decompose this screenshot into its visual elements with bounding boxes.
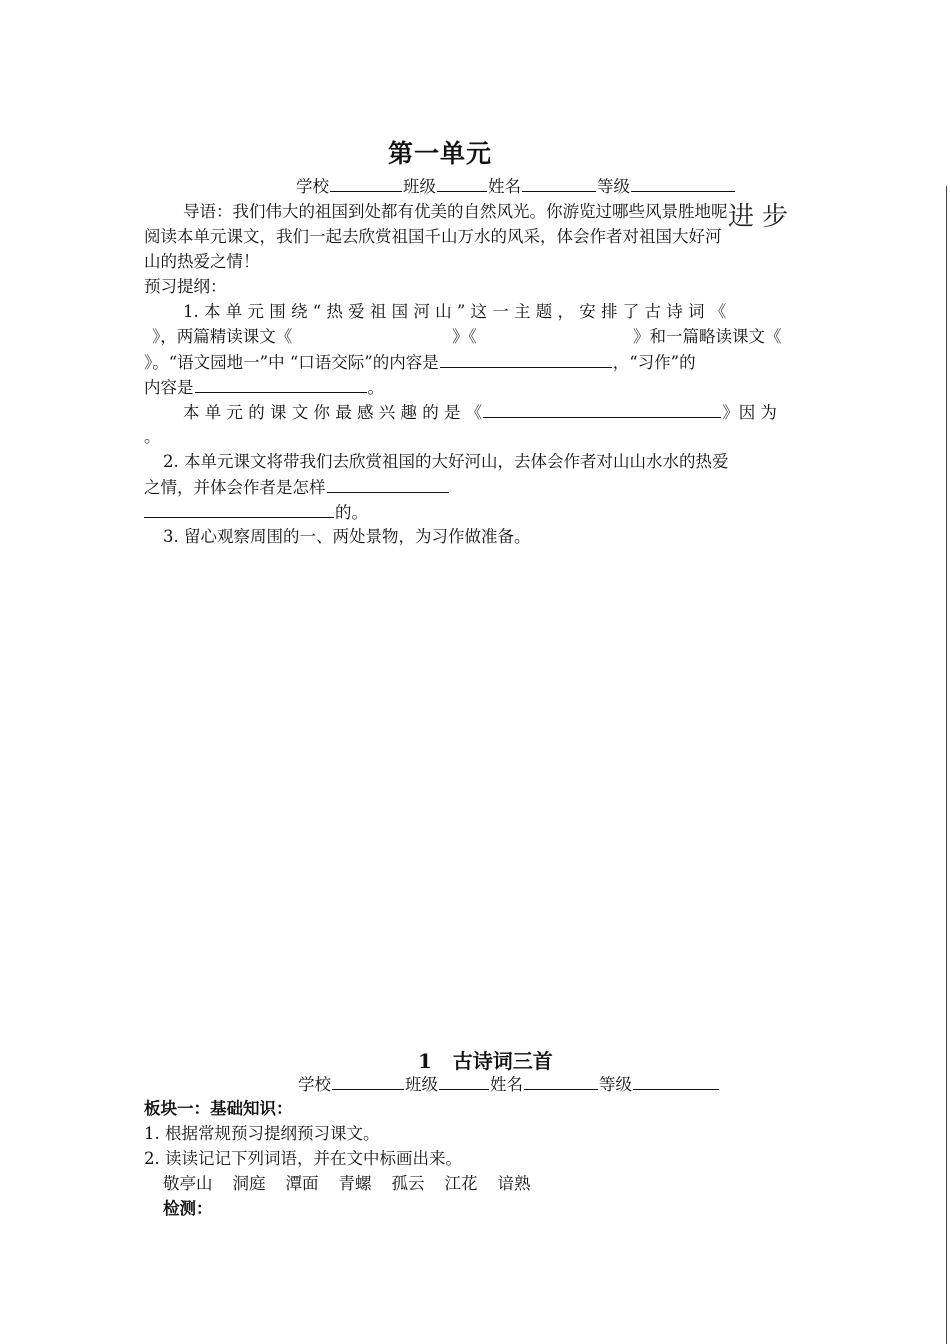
name-label: 姓名 [490,1075,523,1094]
school-label: 学校 [296,177,329,196]
item1-line-b-3: 》和一篇略读课文《 [633,327,782,346]
vocab-word: 敬亭山 [163,1174,213,1193]
author-method-blank-1[interactable] [327,475,449,493]
school-label: 学校 [298,1075,331,1094]
handwritten-note: 进步 [728,202,797,232]
class-label: 班级 [405,1075,438,1094]
item1-line-d: 内容是 。 [144,375,384,400]
intro-line-3: 山的热爱之情！ [144,252,260,271]
vocab-word: 孤云 [391,1174,425,1193]
name-blank[interactable] [522,174,596,192]
vocab-word: 潭面 [285,1174,319,1193]
favorite-line-end: 。 [144,427,161,446]
page-edge-line [946,186,947,1344]
class-blank[interactable] [439,1072,489,1090]
item2-line-c: 的。 [144,500,368,525]
item1-line-b-2: 》《 [452,327,477,346]
item2-line-a: 2. 本单元课文将带我们去欣赏祖国的大好河山，去体会作者对山山水水的热爱 [163,452,729,471]
school-blank[interactable] [332,1072,404,1090]
lesson-info-row [298,1072,720,1097]
vocab-list [163,1172,531,1196]
item1-line-a: 1. 本 单 元 围 绕 “ 热 爱 祖 国 河 山 ” 这 一 主 题 ， 安 排 了 古 诗 词 《 [183,302,727,321]
school-blank[interactable] [330,174,402,192]
grade-blank[interactable] [631,174,735,192]
item2-line-b: 之情，并体会作者是怎样 [144,475,450,500]
grade-label: 等级 [599,1075,632,1094]
item1-line-b: 》，两篇精读课文《 [152,327,293,346]
writing-topic-blank[interactable] [195,375,367,393]
vocab-word: 洞庭 [232,1174,266,1193]
item3-line: 3. 留心观察周围的一、两处景物，为习作做准备。 [163,527,531,546]
author-method-blank-2[interactable] [144,500,334,518]
grade-blank[interactable] [633,1072,719,1090]
oral-communication-blank[interactable] [440,350,612,368]
class-blank[interactable] [437,174,487,192]
intro-line-1: 导语：我们伟大的祖国到处都有优美的自然风光。你游览过哪些风景胜地呢 [183,202,728,221]
question-1: 1. 根据常规预习提纲预习课文。 [144,1124,380,1143]
vocab-word: 江花 [444,1174,478,1193]
question-2: 2. 读读记记下列词语，并在文中标画出来。 [144,1149,462,1168]
unit-title: 第一单元 [388,139,493,168]
favorite-text-blank[interactable] [483,400,721,418]
outline-label: 预习提纲： [144,277,227,296]
vocab-word: 谙熟 [497,1174,531,1193]
name-label: 姓名 [488,177,521,196]
favorite-line: 本 单 元 的 课 文 你 最 感 兴 趣 的 是 《 》因 为 [183,400,777,425]
check-label: 检测： [163,1199,213,1218]
item1-line-c: 》。“语文园地一”中 “口语交际”的内容是 ，“习作”的 [144,350,696,375]
class-label: 班级 [403,177,436,196]
intro-line-2: 阅读本单元课文，我们一起去欣赏祖国千山万水的风采，体会作者对祖国大好河 [144,227,722,246]
lesson-title: 1 古诗词三首 [418,1049,553,1073]
unit-info-row [296,174,736,199]
section-basic-knowledge: 板块一：基础知识： [144,1099,293,1118]
vocab-word: 青螺 [338,1174,372,1193]
name-blank[interactable] [524,1072,598,1090]
grade-label: 等级 [597,177,630,196]
